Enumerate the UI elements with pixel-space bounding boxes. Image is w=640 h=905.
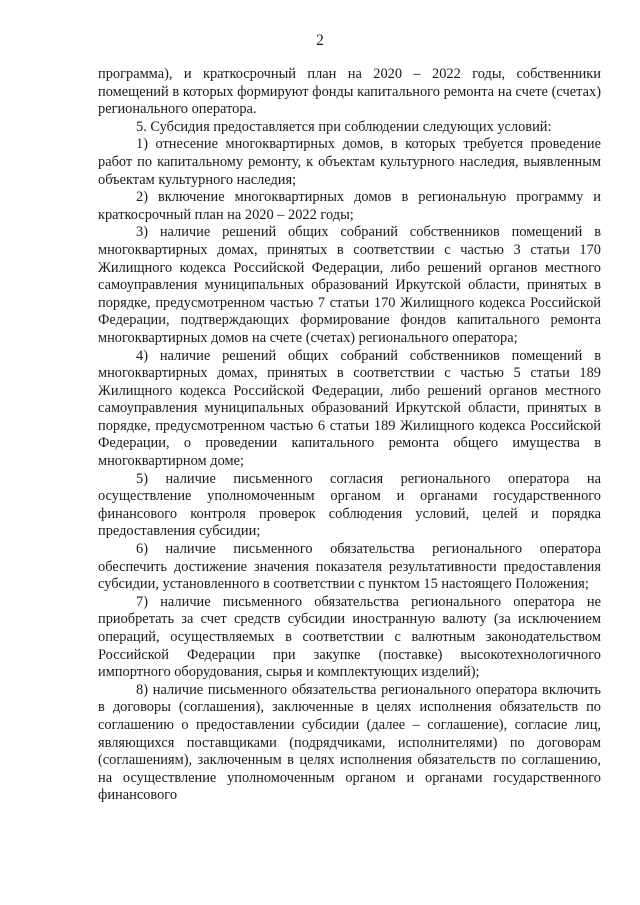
paragraph-condition-8: 8) наличие письменного обязательства регионального оператора включить в договоры (соглашения), заключенные в целях исполнения обязательств по соглашению о предоставлении субсидии (далее – соглашение), согласие лиц, являющихся поставщиками (подрядчиками, исполнителями) по договорам (соглашениям), заключенным в целях исполнения обязательств по соглашению, на осуществление уполномоченным органом и органами государственного финансового [98, 681, 601, 804]
paragraph-clause-5: 5. Субсидия предоставляется при соблюдении следующих условий: [136, 118, 552, 135]
paragraph-continuation: программа), и краткосрочный план на 2020 – 2022 годы, собственники помещений в которых формируют фонды капитального ремонта на счете (счетах) регионального оператора. [98, 66, 601, 118]
page-number: 2 [316, 32, 324, 49]
paragraph-condition-2: 2) включение многоквартирных домов в региональную программу и краткосрочный план на 2020 – 2022 годы; [98, 189, 601, 223]
paragraph-condition-5: 5) наличие письменного согласия регионального оператора на осуществление уполномоченным органом и органами государственного финансового контроля проверок соблюдения условий, целей и порядка предоставления субсидии; [98, 470, 601, 540]
document-body [98, 66, 601, 805]
paragraph-condition-7: 7) наличие письменного обязательства регионального оператора не приобретать за счет средств субсидии иностранную валюту (за исключением операций, осуществляемых в соответствии с валютным законодательством Российской Федерации при закупке (поставке) высокотехнологичного импортного оборудования, сырья и комплектующих изделий); [98, 593, 601, 681]
paragraph-condition-1: 1) отнесение многоквартирных домов, в которых требуется проведение работ по капитальному ремонту, к объектам культурного наследия, выявленным объектам культурного наследия; [98, 136, 601, 188]
paragraph-condition-3: 3) наличие решений общих собраний собственников помещений в многоквартирных домах, принятых в соответствии с частью 3 статьи 170 Жилищного кодекса Российской Федерации, либо решений органов местного самоуправления муниципальных образований Иркутской области, принятых в порядке, предусмотренном частью 7 статьи 170 Жилищного кодекса Российской Федерации, подтверждающих формирование фондов капитального ремонта многоквартирных домов на счете (счетах) регионального оператора; [98, 224, 601, 346]
paragraph-condition-4: 4) наличие решений общих собраний собственников помещений в многоквартирных домах, принятых в соответствии с частью 5 статьи 189 Жилищного кодекса Российской Федерации, либо решений органов местного самоуправления муниципальных образований Иркутской области, принятых в порядке, предусмотренном частью 6 статьи 189 Жилищного кодекса Российской Федерации, о проведении капитального ремонта общего имущества в многоквартирном доме; [98, 347, 601, 470]
paragraph-condition-6: 6) наличие письменного обязательства регионального оператора обеспечить достижение значения показателя результативности предоставления субсидии, установленного в соответствии с пунктом 15 настоящего Положения; [98, 541, 601, 593]
